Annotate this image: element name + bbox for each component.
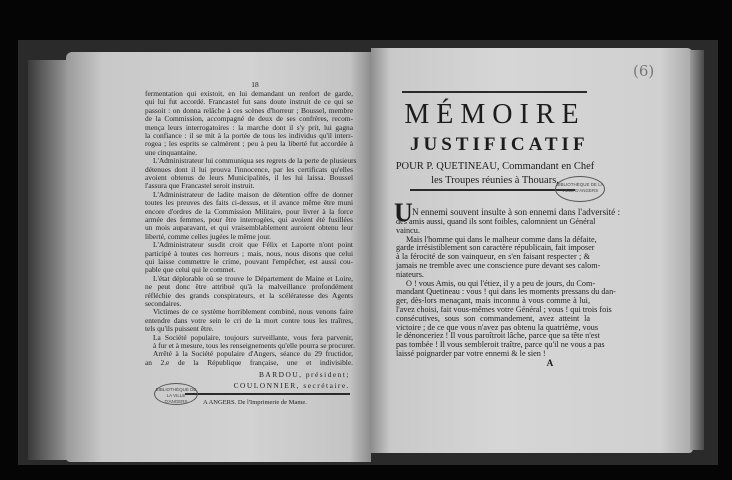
text-line: laissé poignarder par votre ennemi & le sien ! bbox=[396, 349, 546, 358]
text-line: mandant Quetineau : vous ! qui dans les moments pressans du dan- bbox=[396, 287, 616, 297]
text-line: Arrêté à la Société populaire d'Angers, séance du 29 fructidor, bbox=[153, 349, 353, 359]
text-line: la confiance : il se mit à la portée de tous les individus qu'il interr- bbox=[145, 131, 353, 140]
text-line: Mais l'homme qui dans le malheur comme dans la défaite, bbox=[406, 234, 597, 244]
title-rule bbox=[410, 189, 575, 191]
text-line: L'Administrateur susdit croit que Félix et Laporte n'ont point bbox=[153, 240, 353, 250]
text-line: consécutives, sous son commandement, avez atteint la bbox=[396, 313, 590, 323]
text-line: de la Commission, accompagné de deux de ses confrères, recom- bbox=[145, 114, 353, 124]
signature-mark: A bbox=[546, 358, 554, 368]
text-line: participé à toutes ces horreurs ; mais, nous, nous disons que celui bbox=[145, 248, 353, 258]
text-line: l'avez choisi, fait vous-mêmes votre Général ; vous ! qui trois fois bbox=[396, 305, 612, 314]
text-line: fermentation qui existoit, en lui demandant un renfort de garde, bbox=[145, 89, 353, 98]
book bbox=[18, 40, 718, 465]
text-line: encore d'ordres de la Commission Militaire, pour livrer à la force bbox=[145, 206, 353, 216]
text-line: mença leurs interrogatoires : la marche dont il s'y prit, lui gagna bbox=[145, 122, 353, 132]
text-line: liberté, comme celles jugées le même jour. bbox=[145, 231, 272, 241]
subtitle-line-2: les Troupes réunies à Thouars. bbox=[431, 175, 559, 186]
text-line: garde irrésistiblement son caractère républicain, fait imposer bbox=[396, 243, 595, 253]
text-line: vaincu. bbox=[396, 225, 420, 235]
text-line: jamais ne tremble avec une conscience pure devant ses calom- bbox=[396, 261, 601, 270]
drop-cap: U bbox=[394, 198, 413, 227]
signature-president: BARDOU, président; bbox=[258, 370, 350, 379]
text-line: qui laisse commettre le crime, pouvant l'empêcher, est aussi cou- bbox=[145, 257, 353, 266]
imprint: A ANGERS. De l'Imprimerie de Mame. bbox=[203, 399, 307, 406]
text-line: L'Administrateur lui communiqua ses regrets de la perte de plusieurs bbox=[153, 156, 357, 166]
text-line: l'assura que Francastel seroit instruit. bbox=[145, 181, 255, 191]
text-line: le dénonceriez ! Il vous paroîtroit lâche, parce que sa tête n'est bbox=[396, 331, 600, 341]
text-line: une cinquantaine. bbox=[145, 147, 198, 157]
text-line: armée des femmes, pour être interrogées, qui avoient été fusillées bbox=[145, 215, 353, 224]
text-line: passoit : on donna relâche à ces scènes d'horreur ; Boussel, membre bbox=[145, 105, 353, 115]
imprint-rule bbox=[185, 393, 350, 395]
subtitle-line-1: POUR P. QUETINEAU, Commandant en Chef bbox=[395, 161, 595, 172]
text-line: victoire ; de ce que vous n'avez pas obtenu la quatrième, vous bbox=[396, 322, 599, 332]
right-page-edge bbox=[690, 50, 704, 450]
text-line: an 2.e de la République française, une et indivisible. bbox=[145, 357, 353, 367]
text-line: détenues dont il lui prouva l'innocence, par les certificats qu'elles bbox=[145, 164, 353, 174]
text-line: des amis aussi, quand ils sont foibles, calomnient un Général bbox=[396, 217, 596, 226]
text-line: tels qu'ils puissent être. bbox=[145, 324, 214, 334]
text-line: O ! vous Amis, ou qui l'étiez, il y a peu de jours, du Com- bbox=[406, 278, 596, 288]
signature-secretary: COULONNIER, secrétaire. bbox=[233, 381, 350, 390]
title-memoire: MÉMOIRE bbox=[404, 99, 586, 130]
text-line: à fur et à mesure, tous les renseignements qu'elle pourra se procurer. bbox=[153, 341, 355, 350]
text-line: pable que celui qui le commet. bbox=[145, 265, 236, 275]
page-number: 18 bbox=[251, 80, 259, 89]
text-line: rogea ; les esprits se calmèrent ; peu à peu la liberté fut accordée à bbox=[145, 139, 353, 149]
text-line: réfléchie des grands conspirateurs, et la scélératesse des Agents bbox=[145, 290, 353, 300]
title-justificatif: JUSTIFICATIF bbox=[410, 134, 589, 155]
text-line: ne peut donc être attribué qu'à la malveillance profondément bbox=[145, 282, 353, 292]
text-line: ger, dès-lors menaçant, mais inconnu à vous comme à lui, bbox=[396, 296, 590, 306]
text-line: L'état déplorable où se trouve le Département de Maine et Loire, bbox=[153, 273, 353, 283]
body-first-line: N ennemi souvent insulte à son ennemi dans l'adversité : bbox=[412, 207, 621, 217]
text-line: secondaires. bbox=[145, 299, 182, 308]
text-line: avoient obtenus de leurs Municipalités, il les lui laissa. Boussel bbox=[145, 173, 353, 182]
library-stamp: BIBLIOTHÈQUE DE LA VILLE D'ANGERS bbox=[555, 176, 605, 202]
text-line: toutes les preuves des faits ci-dessus, et il avance même être muni bbox=[145, 198, 353, 208]
text-line: niateurs. bbox=[396, 269, 424, 279]
text-line: La Société populaire, toujours surveillante, vous fera parvenir, bbox=[153, 332, 353, 342]
text-line: qui lui fut accordé. Francastel fut sans doute instruit de ce qui se bbox=[145, 97, 353, 107]
text-line: L'Administrateur de ladite maison de détention offre de donner bbox=[153, 189, 353, 199]
handwritten-number: (6) bbox=[633, 62, 655, 80]
text-line: entendre dans votre sein le cri de la mort contre tous les traîtres, bbox=[145, 315, 353, 325]
text-line: Victimes de ce système horriblement combiné, nous venons faire bbox=[153, 307, 353, 317]
text-line: un mois auparavant, et qui vraisemblablement auroient obtenu leur bbox=[145, 223, 353, 233]
library-stamp: BIBLIOTHÈQUE DE LA VILLE D'ANGERS bbox=[154, 383, 198, 405]
text-line: pas tombée ! Il vous sembleroit traître, parce qu'il ne vous a pas bbox=[396, 340, 605, 350]
text-line: à la férocité de son vainqueur, en s'en faisant respecter ; & bbox=[396, 252, 590, 262]
top-ornament-rule bbox=[402, 91, 587, 93]
